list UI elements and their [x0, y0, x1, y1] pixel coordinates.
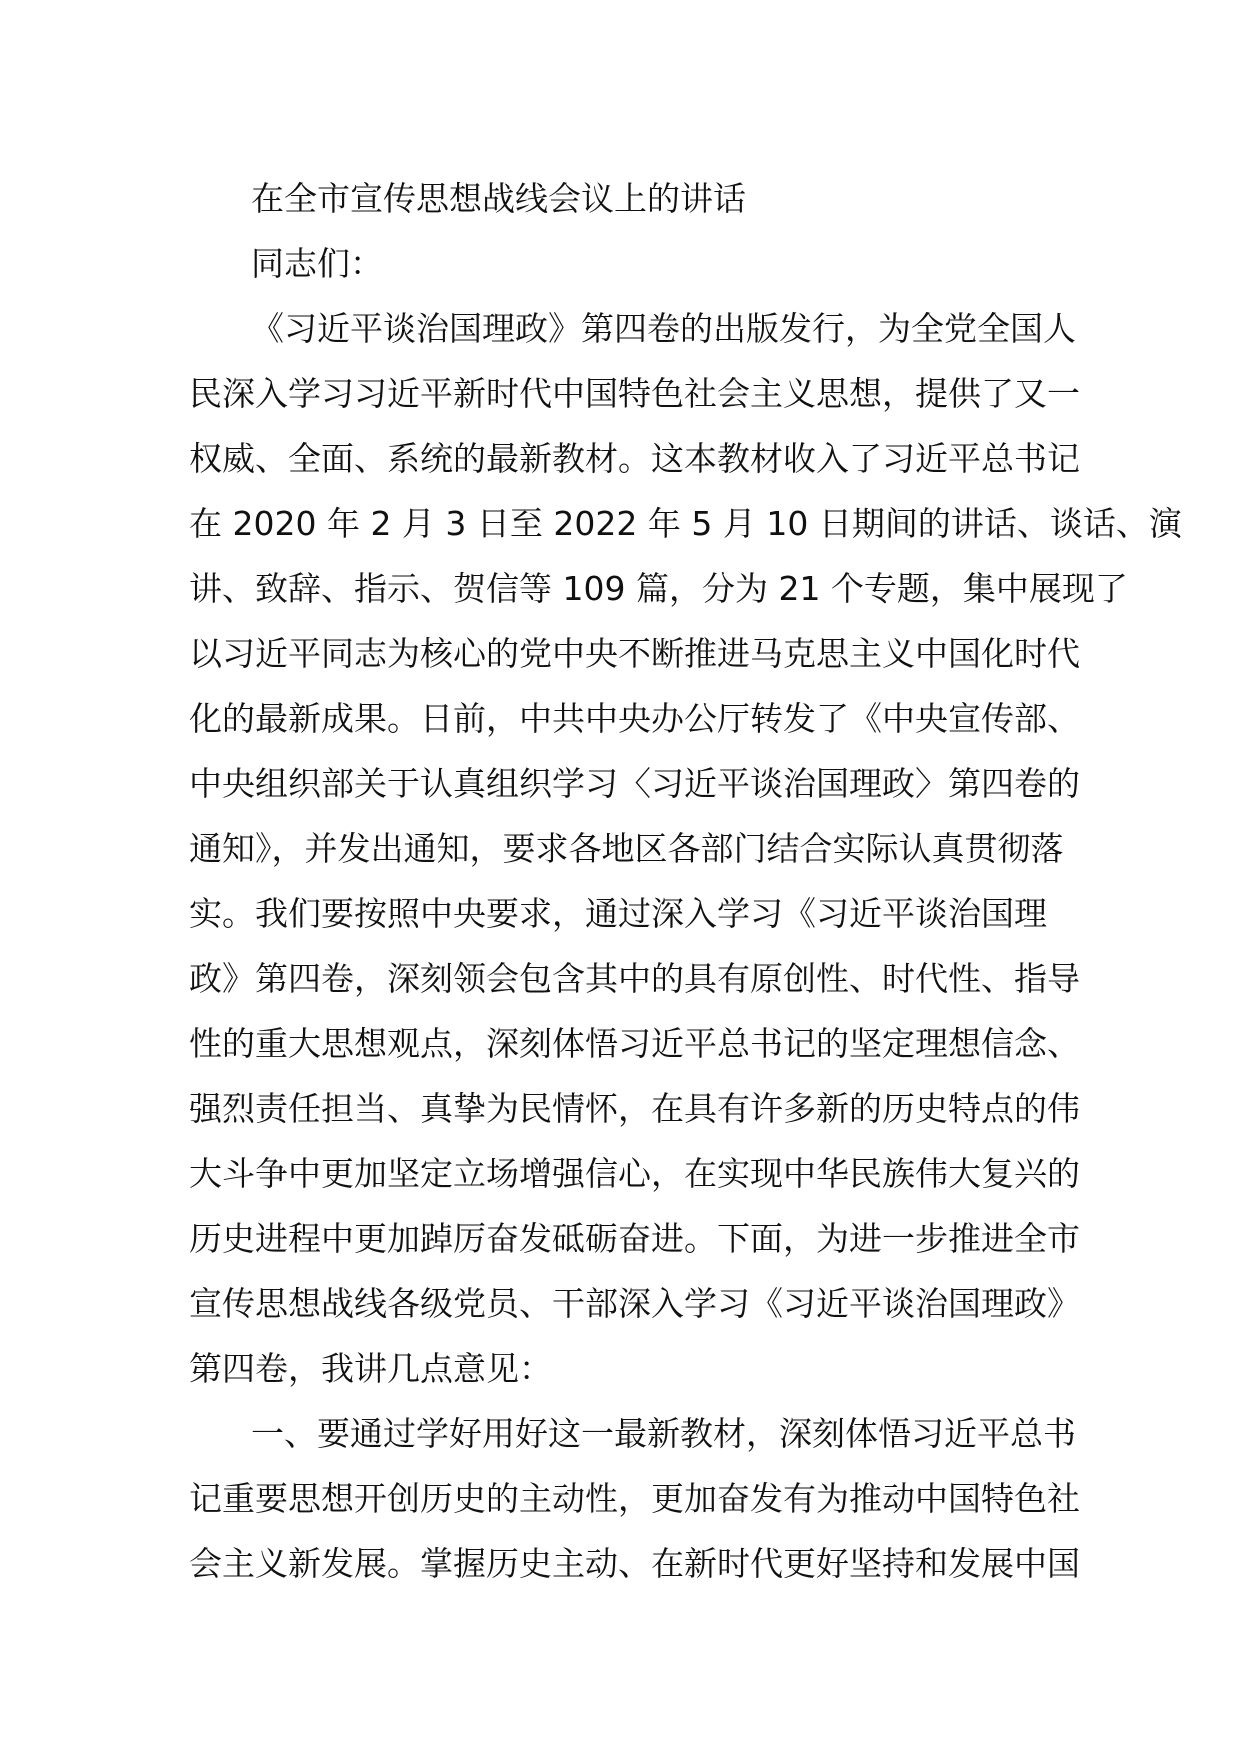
paragraph-1	[189, 296, 1182, 1401]
document-body	[189, 166, 1182, 1596]
paragraph-line: 通知》，并发出通知，要求各地区各部门结合实际认真贯彻落	[189, 829, 1064, 868]
paragraph-line: 会主义新发展。掌握历史主动、在新时代更好坚持和发展中国	[189, 1544, 1080, 1583]
paragraph-line: 记重要思想开创历史的主动性，更加奋发有为推动中国特色社	[189, 1479, 1080, 1518]
salutation: 同志们：	[251, 244, 383, 283]
paragraph-line: 民深入学习习近平新时代中国特色社会主义思想，提供了又一	[189, 374, 1080, 413]
paragraph-line: 在 2020 年 2 月 3 日至 2022 年 5 月 10 日期间的讲话、谈话、演	[189, 504, 1182, 543]
paragraph-2	[189, 1401, 1080, 1596]
paragraph-line: 强烈责任担当、真挚为民情怀，在具有许多新的历史特点的伟	[189, 1089, 1080, 1128]
paragraph-line: 一、要通过学好用好这一最新教材，深刻体悟习近平总书	[251, 1414, 1076, 1453]
paragraph-line: 《习近平谈治国理政》第四卷的出版发行，为全党全国人	[251, 309, 1076, 348]
paragraph-line: 宣传思想战线各级党员、干部深入学习《习近平谈治国理政》	[189, 1284, 1080, 1323]
paragraph-line: 中央组织部关于认真组织学习〈习近平谈治国理政〉第四卷的	[189, 764, 1080, 803]
paragraph-line: 政》第四卷，深刻领会包含其中的具有原创性、时代性、指导	[189, 959, 1080, 998]
document-title: 在全市宣传思想战线会议上的讲话	[251, 179, 746, 218]
paragraph-line: 第四卷，我讲几点意见：	[189, 1349, 552, 1388]
paragraph-line: 历史进程中更加踔厉奋发砥砺奋进。下面，为进一步推进全市	[189, 1219, 1080, 1258]
paragraph-line: 化的最新成果。日前，中共中央办公厅转发了《中央宣传部、	[189, 699, 1080, 738]
paragraph-line: 大斗争中更加坚定立场增强信心，在实现中华民族伟大复兴的	[189, 1154, 1080, 1193]
paragraph-line: 实。我们要按照中央要求，通过深入学习《习近平谈治国理	[189, 894, 1047, 933]
paragraph-line: 讲、致辞、指示、贺信等 109 篇，分为 21 个专题，集中展现了	[189, 569, 1128, 608]
paragraph-line: 以习近平同志为核心的党中央不断推进马克思主义中国化时代	[189, 634, 1080, 673]
paragraph-line: 性的重大思想观点，深刻体悟习近平总书记的坚定理想信念、	[189, 1024, 1080, 1063]
paragraph-line: 权威、全面、系统的最新教材。这本教材收入了习近平总书记	[189, 439, 1080, 478]
